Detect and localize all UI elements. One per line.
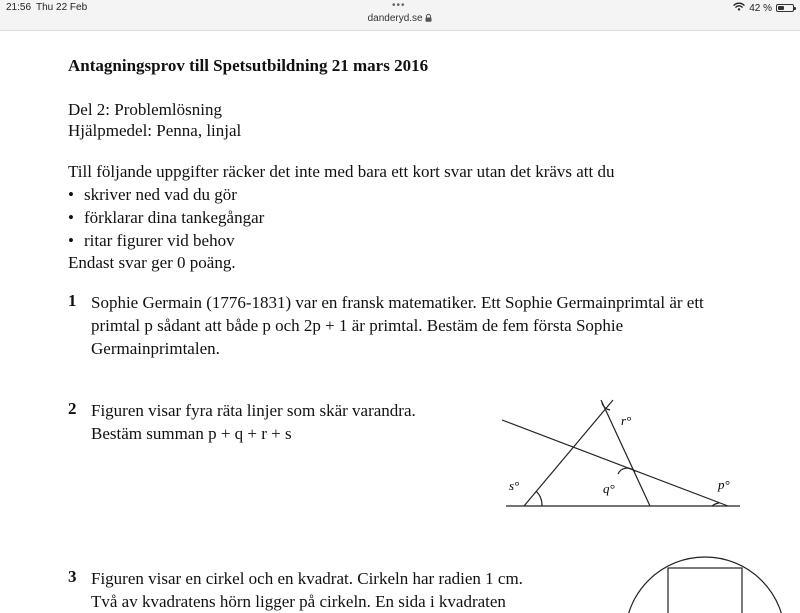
figure-circle [625, 557, 785, 613]
bullet-icon: • [68, 231, 74, 250]
figure-label-r: r° [621, 413, 632, 428]
question-line: Figuren visar en cirkel och en kvadrat. Cirkeln har radien 1 cm. [91, 569, 523, 588]
lock-icon [425, 13, 432, 24]
circle-square-figure [610, 555, 800, 600]
wifi-icon [733, 2, 745, 14]
question-line: primtal p sådant att både p och 2p + 1 är primtal. Bestäm de fem första Sophie [91, 316, 624, 335]
address-bar[interactable] [0, 13, 800, 24]
question-2-text [91, 399, 416, 445]
question-line: Bestäm summan p + q + r + s [91, 424, 292, 443]
angle-arc-s [536, 491, 542, 506]
question-line: Två av kvadratens hörn ligger på cirkeln. En sida i kvadraten [91, 592, 506, 611]
status-bar [0, 0, 800, 31]
bullet-item: • skriver ned vad du gör [68, 185, 237, 204]
bullet-icon: • [68, 208, 74, 227]
page-title: Antagningsprov till Spetsutbildning 21 mars 2016 [68, 56, 429, 75]
intro-text: Till följande uppgifter räcker det inte med bara ett kort svar utan det krävs att du [68, 162, 615, 181]
bullet-item: • ritar figurer vid behov [68, 231, 235, 250]
question-number: 2 [68, 399, 77, 418]
question-1-text [91, 291, 704, 360]
grading-note: Endast svar ger 0 poäng. [68, 253, 236, 272]
aids-line: Hjälpmedel: Penna, linjal [68, 121, 242, 140]
question-line: Figuren visar fyra räta linjer som skär varandra. [91, 401, 416, 420]
battery-level [778, 6, 784, 10]
figure-label-s: s° [509, 478, 520, 493]
question-number: 3 [68, 567, 77, 586]
multitasking-dots-icon[interactable]: ••• [392, 0, 406, 11]
question-line: Germainprimtalen. [91, 339, 220, 358]
figure-line [502, 420, 728, 506]
status-right [733, 2, 794, 14]
bullet-icon: • [68, 185, 74, 204]
figure-label-q: q° [603, 481, 615, 496]
question-line: Sophie Germain (1776-1831) var en fransk matematiker. Ett Sophie Germainprimtal är ett [91, 293, 704, 312]
bullet-item: • förklarar dina tankegångar [68, 208, 265, 227]
document-page [0, 30, 800, 611]
battery-icon [776, 4, 794, 12]
figure-square [668, 568, 742, 613]
section-heading: Del 2: Problemlösning [68, 100, 222, 119]
lines-figure [490, 390, 750, 515]
angle-arc-q [618, 468, 635, 474]
question-3-text [91, 567, 523, 613]
battery-percent: 42 % [749, 2, 772, 14]
status-date: Thu 22 Feb [36, 2, 88, 13]
url-text: danderyd.se [367, 13, 423, 24]
question-number: 1 [68, 291, 77, 310]
status-time: 21:56 [6, 2, 32, 13]
figure-line [524, 400, 613, 506]
figure-label-p: p° [718, 477, 730, 492]
